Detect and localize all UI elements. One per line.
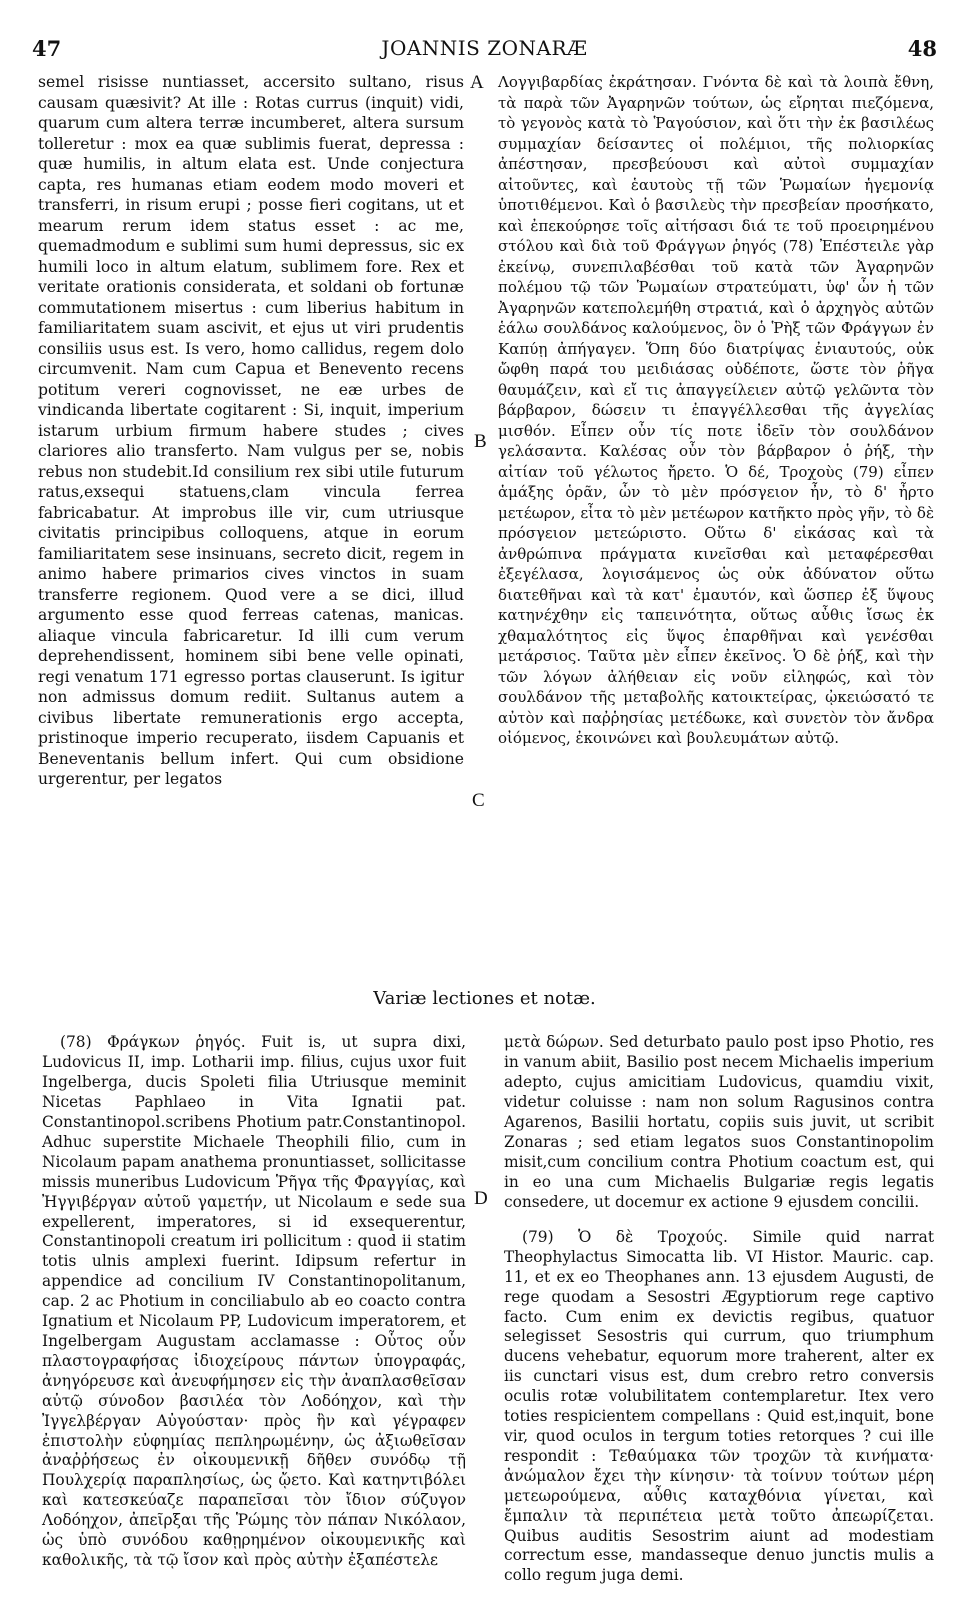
greek-column bbox=[498, 72, 934, 749]
note-78: (78) Φράγκων ῥηγός. Fuit is, ut supra dixi, Ludovicus II, imp. Lotharii imp. filius, cujus uxor fuit Ingelberga, ducis Spoleti filia Utriusque meminit Nicetas Paphlaeo in Vita Ignatii pat. Constantinopol.scribens Photium patr.Constantinopol. Adhuc superstite Michaele Theophili filio, cum in Nicolaum papam anathema pronuntiasset, sollicitasse missis muneribus Ludovicum Ῥῆγα τῆς Φραγγίας, καὶ Ἠγγιβέργαν αὐτοῦ γαμετήν, ut Nicolaum e sede sua expellerent, imperatores, si id exsequerentur, Constantinopoli creatum iri pollicitum : quod ii statim totis ulnis amplexi fuerint. Idipsum refertur in appendice ad concilium IV Constantinopolitanum, cap. 2 ac Photium in conciliabulo ab eo coacto contra Ignatium et Nicolaum PP, Ludovicum imperatorem, et Ingelbergam Augustam acclamasse : Οὗτος οὖν πλαστογραφήσας ἰδιοχείρους πάντων ὑπογραφάς, ἀνηγόρευσε καὶ ἀνευφήμησεν εἰς τὴν ἀναπλασθεῖσαν αὐτῷ σύνοδον βασιλέα τὸν Λοδόηχον, καὶ τὴν Ἰγγελβέργαν Αὐγούσταν· πρὸς ἣν καὶ γέγραφεν ἐπιστολὴν εὐφημίας πεπληρωμένην, ὡς ἀξιωθεῖσαν ἀναῤῥήσεως ἐν οἰκουμενικῇ δῆθεν συνόδῳ τῇ Πουλχερίᾳ παραπλησίως, ὡς ᾤετο. Καὶ κατηντιβόλει καὶ κατεσκεύαζε παραπεῖσαι τὸν ἴδιον σύζυγον Λοδόηχον, ἀπεῖρξαι τῆς Ῥώμης τὸν πάπαν Νικόλαον, ὡς ὑπὸ συνόδου καθῃρημένον οἰκουμενικῆς καὶ καθολικῆς, τὰ τῷ ἴσον καὶ πρὸς αὐτὴν ἐξαπέστελε bbox=[42, 1033, 466, 1569]
running-title: JOANNIS ZONARÆ bbox=[381, 36, 588, 60]
greek-text: Λογγιβαρδίας ἐκράτησαν. Γνόντα δὲ καὶ τὰ λοιπὰ ἔθνη, τὰ παρὰ τῶν Ἀγαρηνῶν τούτων, ὡς εἴρηται πιεζόμενα, τὸ γεγονὸς κατὰ τὸ Ῥαγούσιον, καὶ ὅτι τὴν ἐκ βασιλέως συμμαχίαν δείσαντες οἱ πολέμιοι, τῆς πολιορκίας ἀπέστησαν, πρεσβεύουσι καὶ αὐτοὶ συμμαχίαν αἰτοῦντες, καὶ ἑαυτοὺς τῇ τῶν Ῥωμαίων ἡγεμονίᾳ ὑποτιθέμενοι. Καὶ ὁ βασιλεὺς τὴν πρεσβείαν προσήκατο, καὶ ἐπεκούρησε τοῖς αἰτήσασι διά τε τοῦ προειρημένου στόλου καὶ διὰ τοῦ Φράγγων ῥηγός (78) Ἐπέστειλε γὰρ ἐκείνῳ, συνεπιλαβέσθαι τοῦ κατὰ τῶν Ἀγαρηνῶν πολέμου τῷ τῶν Ῥωμαίων στρατεύματι, ὑφ' ὧν ἡ τῶν Ἀγαρηνῶν κατεπολεμήθη στρατιά, καὶ ὁ ἀρχηγὸς αὐτῶν ἑάλω σουλδάνος καλούμενος, ὃν ὁ Ῥὴξ τῶν Φράγγων ἐν Καπύῃ ἀπήγαγεν. Ὅπη δύο διατρίψας ἐνιαυτούς, οὐκ ὤφθη παρά του μειδιάσας οὐδέποτε, ὥστε τὸν ῥῆγα θαυμάζειν, καὶ εἴ τις ἀπαγγείλειεν αὐτῷ γελῶντα τὸν βάρβαρον, δώσειν τι ἐπαγγέλλεσθαι τῆς ἀγγελίας μισθόν. Εἶπεν οὖν τίς ποτε ἰδεῖν τὸν σουλδάνον γελάσαντα. Καλέσας οὖν τὸν βάρβαρον ὁ ῥήξ, τὴν αἰτίαν τοῦ γέλωτος ἤρετο. Ὁ δέ, Τροχοὺς (79) εἶπεν ἁμάξης ὁρᾶν, ὧν τὸ μὲν πρόσγειον ἦν, τὸ δ' ἦρτο μετέωρον, εἶτα τὸ μὲν μετέωρον κατῆκτο πρὸς γῆν, τὸ δὲ πρόσγειον μετεώριστο. Οὕτω δ' εἰκάσας καὶ τὰ ἀνθρώπινα πράγματα κινεῖσθαι καὶ μεταφέρεσθαι ἐξεγέλασα, λογισάμενος ὡς οὐκ ἀδύνατον οὕτω διατεθῆναι καὶ τὰ κατ' ἐμαυτόν, καὶ ὥσπερ ἐξ ὕψους κατηνέχθην εἰς ταπεινότητα, οὕτως αὖθις ἴσως ἐκ χθαμαλότητος εἰς ὕψος ἐπαρθῆναι καὶ γενέσθαι μετάρσιος. Ταῦτα μὲν εἶπεν ἐκεῖνος. Ὁ δὲ ῥήξ, καὶ τὴν τῶν λόγων ἀλήθειαν εἰς νοῦν εἰληφώς, καὶ τὸν σουλδάνον τῆς μεταβολῆς κατοικτείρας, ᾠκειώσατό τε αὐτὸν καὶ παῤῥησίας μετέδωκε, καὶ συνετὸν τὸν ἄνδρα οἰόμενος, ἐκοινώνει καὶ βουλευμάτων αὐτῷ. bbox=[498, 73, 934, 747]
section-marker-b: B bbox=[474, 431, 487, 452]
notes-left-column bbox=[42, 1018, 466, 1586]
note-78-continued: μετὰ δώρων. Sed deturbato paulo post ipso Photio, res in vanum abiit, Basilio post necem Michaelis imperium adepto, cujus amicitiam Ludovicus, quamdiu vixit, videtur coluisse : nam non solum Ragusinos contra Agarenos, Basilii hortatu, copiis suis juvit, ut scribit Zonaras ; sed etiam legatos suos Constantinopolim misit,cum concilium contra Photium coactum est, qui in eo una cum Michaelis Bulgariæ regis legatis consedere, ut docemur ex actione 9 ejusdem concilii. bbox=[504, 1033, 934, 1211]
latin-text: semel risisse nuntiasset, accersito sultano, risus causam quæsivit? At ille : Rotas currus (inquit) vidi, quarum cum altera terræ incumberet, altera sursum tolleretur : mox ea quæ sublimis fuerat, depressa : quæ humilis, in altum elata est. Unde conjectura capta, res humanas etiam eodem modo moveri et transferri, in risum erupi ; posse fieri cogitans, ut et mearum rerum idem status esset : ac me, quemadmodum e sublimi sum humi depressus, sic ex humili loco in altum elatum, sublimem fore. Rex et veritate orationis considerata, et soldani ob fortunæ commutationem misertus : cum liberius habitum in familiaritatem suam ascivit, et ejus ut viri prudentis consiliis usus est. Is vero, homo callidus, regem dolo circumvenit. Nam cum Capua et Benevento recens potitum vereri cognovisset, ne eæ urbes de vindicanda libertate cogitarent : Si, inquit, imperium istarum urbium firmum habere studes ; cives clariores alio transferto. Nam vulgus per se, nobis rebus non studebit.Id consilium rex sibi utile futurum ratus,exsequi statuens,clam vincula ferrea fabricabatur. At improbus ille vir, cum utriusque civitatis principibus colloquens, atque in eorum familiaritatem sese insinuans, secreto dicit, regem in animo habere primarios cives vinctos in suam transferre regionem. Quod vere a se dici, illud argumento esse quod ferreas catenas, manicas. aliaque vincula fabricaretur. Id illi cum verum deprehendissent, hominem sibi bene velle opinati, regi venatum 171 egresso portas clauserunt. Is igitur non admissus domum rediit. Sultanus autem a civibus libertate remunerationis ergo accepta, pristinoque imperio recuperato, iisdem Capuanis et Beneventanis bellum infert. Qui cum obsidione urgerentur, per legatos bbox=[38, 73, 464, 788]
page-number-right: 48 bbox=[907, 36, 937, 61]
page-number-left: 47 bbox=[32, 36, 62, 61]
notes-title: Variæ lectiones et notæ. bbox=[373, 988, 596, 1009]
note-79: (79) Ὁ δὲ Τροχούς. Simile quid narrat Theophylactus Simocatta lib. VI Histor. Mauric. cap. 11, et ex eo Theophanes ann. 13 ejusdem Augusti, de rege quodam a Sesostri Ægyptiorum rege captivo facto. Cum enim ex devictis regibus, quatuor selegisset Sesostris qui currum, quo triumphum ducens vehebatur, equorum more traherent, alter ex iis cunctari visus est, dum crebro retro conversis oculis rotæ volubilitatem contemplaretur. Itex vero toties respicientem compellans : Quid est,inquit, bone vir, quod oculos in tergum toties retorques ? cui ille respondit : Τεθαύμακα τῶν τροχῶν τὰ κινήματα· ἀνώμαλον ἔχει τὴν κίνησιν· τὰ τοίνυν τούτων μέρη μετεωρούμενα, αὖθις καταχθόνια γίνεται, καὶ ἔμπαλιν τὰ περιπέτεια μετὰ τοῦτο ἀπεωρίζεται. Quibus auditis Sesostrim aiunt ad modestiam correctum esse, mandasseque denuo junctis mulis a collo regum juga demi. bbox=[504, 1227, 934, 1585]
notes-right-column bbox=[504, 1018, 934, 1602]
section-marker-d: D bbox=[474, 1188, 488, 1209]
latin-column bbox=[38, 72, 464, 790]
section-marker-c: C bbox=[472, 790, 485, 811]
section-marker-a: A bbox=[470, 72, 484, 93]
page-header bbox=[32, 36, 937, 62]
